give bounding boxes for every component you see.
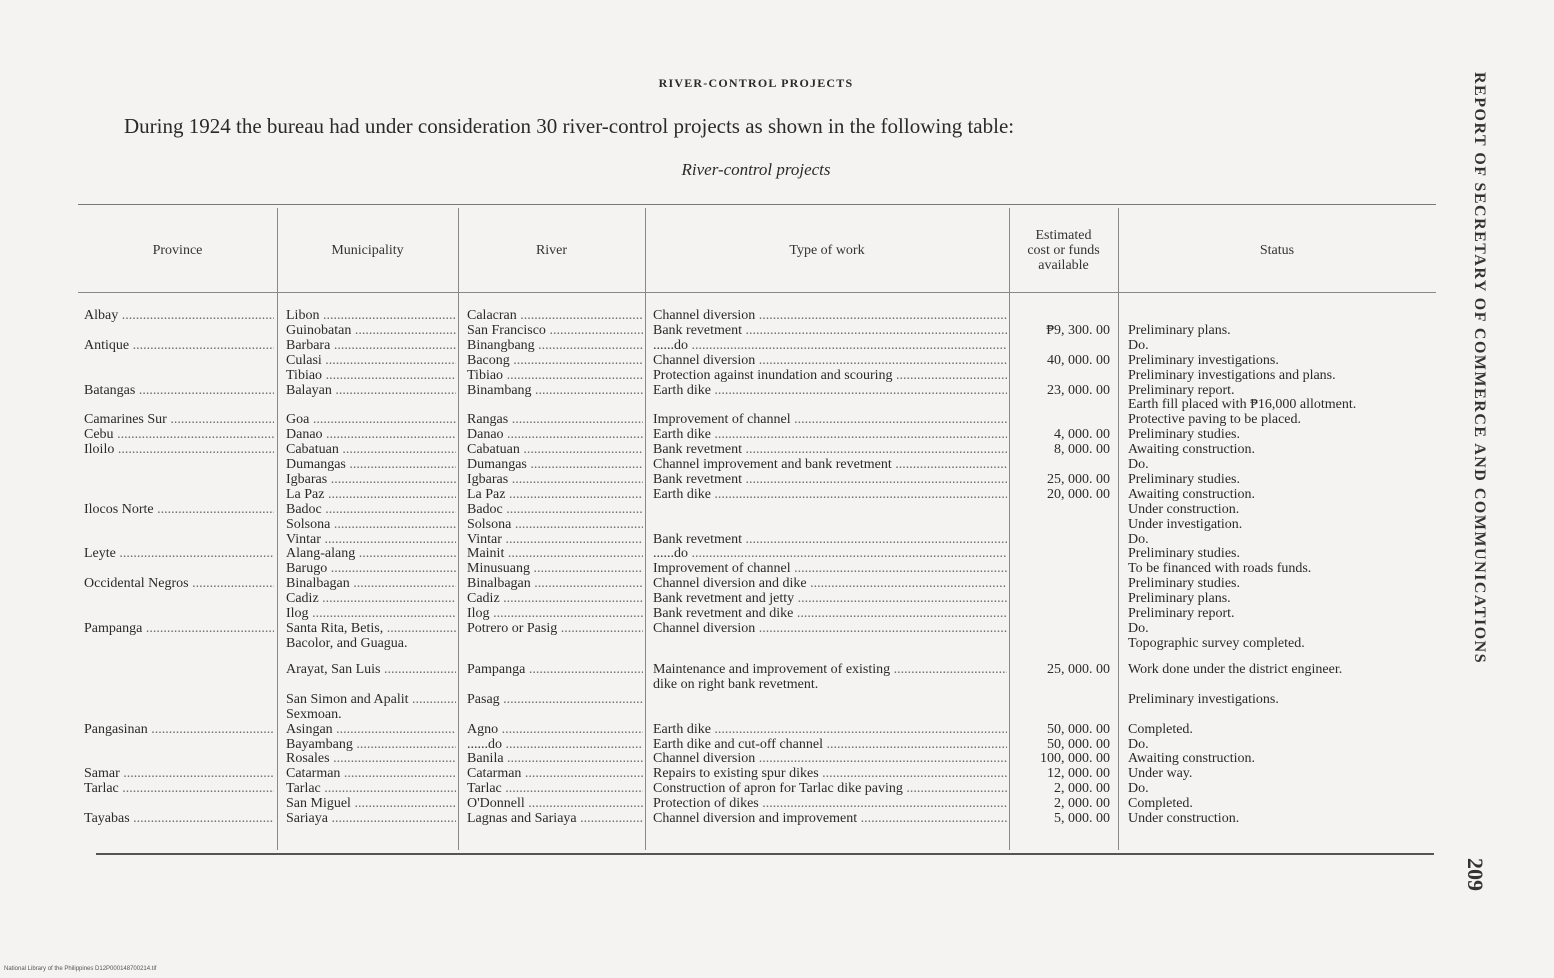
cell-cost: 5, 000. 00 bbox=[1054, 812, 1110, 826]
cell-stat: Topographic survey completed. bbox=[1128, 636, 1305, 651]
cell-type: Protection of dikes ..... bbox=[653, 797, 1007, 811]
cell-muni: Sexmoan. bbox=[286, 707, 342, 722]
page-number: 209 bbox=[1463, 858, 1488, 891]
cell-stat: Under construction. bbox=[1128, 502, 1240, 517]
table-row bbox=[0, 384, 1450, 398]
cell-prov: Tarlac ..... bbox=[84, 782, 274, 796]
cell-muni: Guinobatan ..... bbox=[286, 324, 456, 338]
table-row bbox=[0, 767, 1450, 781]
table-row bbox=[0, 678, 1450, 692]
cell-riv: Cabatuan ..... bbox=[467, 443, 643, 457]
cell-stat: Preliminary studies. bbox=[1128, 577, 1240, 592]
cell-cost: 50, 000. 00 bbox=[1047, 722, 1110, 737]
cell-cost: 100, 000. 00 bbox=[1040, 752, 1110, 767]
cell-cost: 2, 000. 00 bbox=[1054, 782, 1110, 797]
cell-type: dike on right bank revetment. bbox=[653, 677, 819, 692]
cell-stat: Do. bbox=[1128, 458, 1149, 472]
cell-type: Earth dike and cut-off channel ..... bbox=[653, 738, 1007, 752]
cell-stat: Do. bbox=[1128, 621, 1149, 636]
cell-cost: 4, 000. 00 bbox=[1054, 428, 1110, 443]
header-cost-line2: cost or funds bbox=[1027, 242, 1100, 258]
cell-cost: 8, 000. 00 bbox=[1054, 443, 1110, 458]
cell-muni: Ilog ..... bbox=[286, 607, 456, 621]
cell-muni: Igbaras ..... bbox=[286, 473, 456, 487]
cell-riv: Potrero or Pasig ..... bbox=[467, 622, 643, 636]
table-row bbox=[0, 663, 1450, 677]
cell-riv: Binalbagan ..... bbox=[467, 577, 643, 591]
footer-note: National Library of the Philippines D12P000148700214.tif bbox=[4, 966, 157, 972]
cell-prov: Antique ..... bbox=[84, 339, 274, 353]
cell-muni: La Paz ..... bbox=[286, 488, 456, 502]
cell-muni: Alang-alang ..... bbox=[286, 547, 456, 561]
cell-type: Improvement of channel ..... bbox=[653, 413, 1007, 427]
cell-riv: Minusuang ..... bbox=[467, 562, 643, 576]
cell-riv: O'Donnell ..... bbox=[467, 797, 643, 811]
cell-cost: 23, 000. 00 bbox=[1047, 383, 1110, 398]
cell-riv: Rangas ..... bbox=[467, 413, 643, 427]
cell-cost: 2, 000. 00 bbox=[1054, 797, 1110, 812]
table-row bbox=[0, 592, 1450, 606]
cell-muni: Sariaya ..... bbox=[286, 812, 456, 826]
cell-stat: Preliminary report. bbox=[1128, 383, 1235, 398]
cell-stat: Preliminary plans. bbox=[1128, 592, 1231, 607]
table-row bbox=[0, 354, 1450, 368]
table-row bbox=[0, 708, 1450, 722]
cell-stat: Do. bbox=[1128, 782, 1149, 797]
cell-muni: Bayambang ..... bbox=[286, 738, 456, 752]
cell-type: ......do ..... bbox=[653, 339, 1007, 353]
cell-muni: Badoc ..... bbox=[286, 503, 456, 517]
cell-type: Construction of apron for Tarlac dike paving ..... bbox=[653, 782, 1007, 796]
cell-stat: Awaiting construction. bbox=[1128, 443, 1256, 458]
table-row bbox=[0, 812, 1450, 826]
cell-prov: Ilocos Norte ..... bbox=[84, 503, 274, 517]
cell-riv: Pasag ..... bbox=[467, 693, 643, 707]
header-river: River bbox=[535, 242, 568, 258]
cell-prov: Occidental Negros ..... bbox=[84, 577, 274, 591]
cell-prov: Pampanga ..... bbox=[84, 622, 274, 636]
cell-prov: Camarines Sur ..... bbox=[84, 413, 274, 427]
header-cost bbox=[1009, 210, 1118, 290]
cell-type: ......do ..... bbox=[653, 547, 1007, 561]
table-bottom-rule bbox=[96, 853, 1434, 855]
table-row bbox=[0, 533, 1450, 547]
table-row bbox=[0, 752, 1450, 766]
cell-riv: Igbaras ..... bbox=[467, 473, 643, 487]
cell-stat: Preliminary plans. bbox=[1128, 323, 1231, 338]
cell-muni: Rosales ..... bbox=[286, 752, 456, 766]
cell-riv: Calacran ..... bbox=[467, 309, 643, 323]
intro-text: During 1924 the bureau had under consideration 30 river-control projects as shown in the following table: bbox=[124, 114, 1015, 138]
cell-riv: Vintar ..... bbox=[467, 533, 643, 547]
cell-muni: Dumangas ..... bbox=[286, 458, 456, 472]
cell-muni: Catarman ..... bbox=[286, 767, 456, 781]
cell-stat: Protective paving to be placed. bbox=[1128, 413, 1301, 428]
cell-type: Channel diversion ..... bbox=[653, 354, 1007, 368]
table-row bbox=[0, 428, 1450, 442]
cell-riv: San Francisco ..... bbox=[467, 324, 643, 338]
header-type: Type of work bbox=[789, 242, 865, 258]
cell-type: Earth dike ..... bbox=[653, 723, 1007, 737]
table-row bbox=[0, 693, 1450, 707]
side-running-title: REPORT OF SECRETARY OF COMMERCE AND COMMUNICATIONS bbox=[1471, 72, 1488, 665]
table-row bbox=[0, 473, 1450, 487]
cell-muni: Danao ..... bbox=[286, 428, 456, 442]
cell-muni: Binalbagan ..... bbox=[286, 577, 456, 591]
table-row bbox=[0, 797, 1450, 811]
table-top-rule bbox=[78, 204, 1436, 205]
cell-type: Improvement of channel ..... bbox=[653, 562, 1007, 576]
cell-muni: Cadiz ..... bbox=[286, 592, 456, 606]
cell-type: Repairs to existing spur dikes ..... bbox=[653, 767, 1007, 781]
cell-cost: 20, 000. 00 bbox=[1047, 487, 1110, 502]
cell-cost: ₱9, 300. 00 bbox=[1046, 323, 1110, 338]
cell-stat: Completed. bbox=[1128, 797, 1193, 812]
cell-stat: Preliminary studies. bbox=[1128, 428, 1240, 443]
cell-stat: Under investigation. bbox=[1128, 517, 1243, 532]
cell-muni: Libon ..... bbox=[286, 309, 456, 323]
cell-riv: Solsona ..... bbox=[467, 518, 643, 532]
cell-riv: ......do ..... bbox=[467, 738, 643, 752]
cell-muni: Tibiao ..... bbox=[286, 369, 456, 383]
cell-riv: Danao ..... bbox=[467, 428, 643, 442]
cell-riv: La Paz ..... bbox=[467, 488, 643, 502]
table-row bbox=[0, 637, 1450, 651]
cell-type: Earth dike ..... bbox=[653, 488, 1007, 502]
table-row bbox=[0, 607, 1450, 621]
header-cost-line1: Estimated bbox=[1035, 227, 1092, 243]
cell-riv: Ilog ..... bbox=[467, 607, 643, 621]
cell-type: Bank revetment and dike ..... bbox=[653, 607, 1007, 621]
cell-muni: Asingan ..... bbox=[286, 723, 456, 737]
cell-riv: Catarman ..... bbox=[467, 767, 643, 781]
cell-muni: Culasi ..... bbox=[286, 354, 456, 368]
cell-cost: 50, 000. 00 bbox=[1047, 737, 1110, 752]
cell-prov: Batangas ..... bbox=[84, 384, 274, 398]
running-title: RIVER-CONTROL PROJECTS bbox=[658, 76, 854, 90]
cell-muni: Vintar ..... bbox=[286, 533, 456, 547]
table-caption: River-control projects bbox=[681, 160, 831, 179]
cell-prov: Cebu ..... bbox=[84, 428, 274, 442]
cell-type: Channel diversion and dike ..... bbox=[653, 577, 1007, 591]
table-row bbox=[0, 723, 1450, 737]
cell-type: Channel improvement and bank revetment ..... bbox=[653, 458, 1007, 472]
cell-muni: Tarlac ..... bbox=[286, 782, 456, 796]
cell-stat: Do. bbox=[1128, 737, 1149, 752]
table-row bbox=[0, 339, 1450, 353]
table-row bbox=[0, 458, 1450, 472]
cell-stat: Preliminary studies. bbox=[1128, 547, 1240, 562]
cell-riv: Bacong ..... bbox=[467, 354, 643, 368]
cell-riv: Binambang ..... bbox=[467, 384, 643, 398]
cell-riv: Tibiao ..... bbox=[467, 369, 643, 383]
cell-type: Bank revetment ..... bbox=[653, 533, 1007, 547]
table-row bbox=[0, 547, 1450, 561]
cell-cost: 25, 000. 00 bbox=[1047, 663, 1110, 677]
cell-muni: Solsona ..... bbox=[286, 518, 456, 532]
header-cost-line3: available bbox=[1038, 257, 1089, 273]
table-row bbox=[0, 518, 1450, 532]
cell-type: Channel diversion ..... bbox=[653, 752, 1007, 766]
cell-muni: Goa ..... bbox=[286, 413, 456, 427]
table-row bbox=[0, 443, 1450, 457]
cell-stat: Preliminary investigations. bbox=[1128, 692, 1279, 707]
cell-stat: Preliminary investigations. bbox=[1128, 353, 1279, 368]
cell-muni: Arayat, San Luis ..... bbox=[286, 663, 456, 677]
table-row bbox=[0, 782, 1450, 796]
cell-stat: Preliminary studies. bbox=[1128, 472, 1240, 487]
cell-muni: Santa Rita, Betis, ..... bbox=[286, 622, 456, 636]
cell-stat: Preliminary report. bbox=[1128, 607, 1235, 621]
cell-prov: Leyte ..... bbox=[84, 547, 274, 561]
table-row bbox=[0, 577, 1450, 591]
table-row bbox=[0, 398, 1450, 412]
cell-stat: Under way. bbox=[1128, 767, 1193, 782]
cell-stat: Under construction. bbox=[1128, 812, 1240, 826]
cell-muni: Bacolor, and Guagua. bbox=[286, 636, 408, 651]
cell-stat: To be financed with roads funds. bbox=[1128, 562, 1312, 577]
cell-muni: Balayan ..... bbox=[286, 384, 456, 398]
cell-riv: Banila ..... bbox=[467, 752, 643, 766]
cell-type: Earth dike ..... bbox=[653, 384, 1007, 398]
cell-riv: Pampanga ..... bbox=[467, 663, 643, 677]
cell-muni: Cabatuan ..... bbox=[286, 443, 456, 457]
cell-stat: Awaiting construction. bbox=[1128, 752, 1256, 767]
header-status: Status bbox=[1259, 242, 1295, 258]
header-province: Province bbox=[152, 242, 203, 258]
table-row bbox=[0, 503, 1450, 517]
header-rule bbox=[78, 292, 1436, 293]
cell-riv: Tarlac ..... bbox=[467, 782, 643, 796]
table-row bbox=[0, 324, 1450, 338]
cell-riv: Dumangas ..... bbox=[467, 458, 643, 472]
cell-type: Bank revetment ..... bbox=[653, 443, 1007, 457]
cell-prov: Samar ..... bbox=[84, 767, 274, 781]
cell-cost: 40, 000. 00 bbox=[1047, 353, 1110, 368]
cell-type: Earth dike ..... bbox=[653, 428, 1007, 442]
table-row bbox=[0, 369, 1450, 383]
cell-riv: Mainit ..... bbox=[467, 547, 643, 561]
cell-type: Bank revetment and jetty ..... bbox=[653, 592, 1007, 606]
cell-cost: 25, 000. 00 bbox=[1047, 472, 1110, 487]
cell-prov: Tayabas ..... bbox=[84, 812, 274, 826]
cell-prov: Pangasinan ..... bbox=[84, 723, 274, 737]
cell-stat: Earth fill placed with ₱16,000 allotment. bbox=[1128, 398, 1357, 413]
cell-muni: San Miguel ..... bbox=[286, 797, 456, 811]
cell-riv: Binangbang ..... bbox=[467, 339, 643, 353]
cell-riv: Badoc ..... bbox=[467, 503, 643, 517]
cell-type: Channel diversion ..... bbox=[653, 622, 1007, 636]
cell-type: Channel diversion and improvement ..... bbox=[653, 812, 1007, 826]
cell-stat: Do. bbox=[1128, 338, 1149, 353]
cell-stat: Do. bbox=[1128, 532, 1149, 547]
cell-muni: Barbara ..... bbox=[286, 339, 456, 353]
cell-riv: Lagnas and Sariaya ..... bbox=[467, 812, 643, 826]
cell-type: Protection against inundation and scouring ..... bbox=[653, 369, 1007, 383]
cell-type: Maintenance and improvement of existing ..... bbox=[653, 663, 1007, 677]
table-row bbox=[0, 488, 1450, 502]
table-row bbox=[0, 309, 1450, 323]
table-row bbox=[0, 622, 1450, 636]
cell-type: Channel diversion ..... bbox=[653, 309, 1007, 323]
cell-stat: Work done under the district engineer. bbox=[1128, 663, 1343, 677]
cell-riv: Agno ..... bbox=[467, 723, 643, 737]
cell-type: Bank revetment ..... bbox=[653, 473, 1007, 487]
table-row bbox=[0, 562, 1450, 576]
cell-stat: Completed. bbox=[1128, 722, 1193, 737]
cell-muni: San Simon and Apalit ..... bbox=[286, 693, 456, 707]
cell-stat: Awaiting construction. bbox=[1128, 487, 1256, 502]
header-municipality: Municipality bbox=[331, 242, 404, 258]
cell-type: Bank revetment ..... bbox=[653, 324, 1007, 338]
cell-riv: Cadiz ..... bbox=[467, 592, 643, 606]
cell-prov: Albay ..... bbox=[84, 309, 274, 323]
table-row bbox=[0, 413, 1450, 427]
cell-prov: Iloilo ..... bbox=[84, 443, 274, 457]
table-row bbox=[0, 738, 1450, 752]
cell-cost: 12, 000. 00 bbox=[1047, 767, 1110, 782]
cell-stat: Preliminary investigations and plans. bbox=[1128, 368, 1336, 383]
cell-muni: Barugo ..... bbox=[286, 562, 456, 576]
